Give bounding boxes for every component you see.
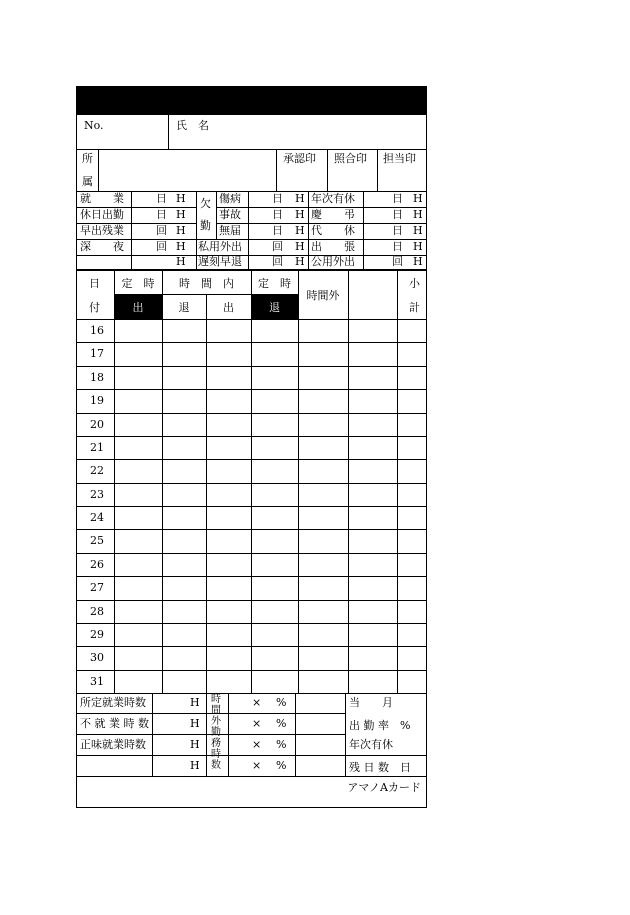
late-early-label: 遅刻早退 (198, 255, 242, 268)
footer-mult-4: × (252, 759, 262, 772)
attendance-rate-label: 出 勤 率 % (349, 719, 411, 732)
absence-group-bottom: 勤 (200, 219, 211, 232)
official-outing-unit: 回 (392, 255, 403, 268)
footer-unit-3: H (190, 738, 200, 751)
overtime-early-unit: 回 (156, 224, 167, 237)
non-working-hours-label: 不 就 業 時 数 (80, 717, 149, 730)
day-number: 25 (90, 534, 104, 547)
annual-leave-hours-unit: H (413, 192, 423, 205)
brand-label: アマノAカード (347, 781, 421, 794)
verification-stamp-label: 照合印 (334, 152, 367, 165)
comp-leave-label: 代 休 (311, 224, 355, 237)
annual-leave-unit: 日 (392, 192, 403, 205)
footer-mult-1: × (252, 696, 262, 709)
private-outing-unit: 回 (272, 240, 283, 253)
unreported-label: 無届 (219, 224, 241, 237)
unreported-unit: 日 (272, 224, 283, 237)
official-outing-label: 公用外出 (311, 255, 355, 268)
unreported-hours-unit: H (295, 224, 305, 237)
comp-leave-unit: 日 (392, 224, 403, 237)
accident-label: 事故 (219, 208, 241, 221)
annual-leave-footer-label: 年次有休 (349, 738, 393, 751)
affiliation-label-bottom: 属 (82, 175, 93, 188)
late-early-unit: 回 (272, 255, 283, 268)
day-number: 28 (90, 605, 104, 618)
holiday-work-hours-unit: H (176, 208, 186, 221)
footer-mult-2: × (252, 717, 262, 730)
overtime-vertical-char: 外 (211, 716, 221, 727)
footer-unit-1: H (190, 696, 200, 709)
accident-unit: 日 (272, 208, 283, 221)
late-night-unit: 回 (156, 240, 167, 253)
day-number: 16 (90, 324, 104, 337)
overtime-vertical-char: 間 (211, 705, 221, 716)
bereavement-unit: 日 (392, 208, 403, 221)
blank-row-hours-unit: H (176, 255, 186, 268)
footer-pct-1: % (276, 696, 287, 709)
day-number: 31 (90, 675, 104, 688)
day-number: 23 (90, 488, 104, 501)
subtotal-header-top: 小 (409, 277, 420, 290)
overtime-vertical-char: 勤 (211, 727, 221, 738)
day-header-top: 日 (89, 277, 100, 290)
day-number: 29 (90, 628, 104, 641)
affiliation-label-top: 所 (82, 152, 93, 165)
day-number: 24 (90, 511, 104, 524)
business-trip-label: 出 張 (311, 240, 355, 253)
absence-group-top: 欠 (200, 197, 211, 210)
work-hours-unit: H (176, 192, 186, 205)
day-number: 20 (90, 418, 104, 431)
teiji-header-2: 定 時 (258, 277, 291, 290)
day-number: 21 (90, 441, 104, 454)
bereavement-label: 慶 弔 (311, 208, 355, 221)
footer-pct-3: % (276, 738, 287, 751)
footer-pct-2: % (276, 717, 287, 730)
private-outing-label: 私用外出 (198, 240, 242, 253)
late-night-hours-unit: H (176, 240, 186, 253)
col-out-1: 退 (178, 301, 190, 314)
col-out-2: 退 (269, 301, 280, 314)
day-number: 19 (90, 394, 104, 407)
work-days-label: 就 業 (80, 192, 124, 205)
day-number: 26 (90, 558, 104, 571)
day-header-bottom: 付 (89, 301, 100, 314)
subtotal-header-bottom: 計 (409, 301, 420, 314)
bereavement-hours-unit: H (413, 208, 423, 221)
overtime-vertical-char: 数 (211, 760, 221, 771)
overtime-vertical-char: 時 (211, 694, 221, 705)
footer-unit-4: H (190, 759, 200, 772)
time-card (76, 86, 427, 808)
teiji-header-1: 定 時 (121, 277, 155, 290)
day-number: 17 (90, 347, 104, 360)
day-number: 18 (90, 371, 104, 384)
scheduled-hours-label: 所定就業時数 (80, 696, 146, 709)
net-working-hours-label: 正味就業時数 (80, 738, 146, 751)
sickness-label: 傷病 (219, 192, 241, 205)
col-in-1: 出 (132, 301, 144, 314)
in-time-header: 時 間 内 (179, 277, 234, 290)
official-outing-hours-unit: H (413, 255, 423, 268)
overtime-early-hours-unit: H (176, 224, 186, 237)
footer-mult-3: × (252, 738, 262, 751)
holiday-work-unit: 日 (156, 208, 167, 221)
work-days-unit: 日 (156, 192, 167, 205)
business-trip-unit: 日 (392, 240, 403, 253)
day-number: 27 (90, 581, 104, 594)
name-label: 氏 名 (176, 119, 209, 132)
current-month-label: 当 月 (349, 696, 393, 709)
annual-leave-label: 年次有休 (311, 192, 355, 205)
footer-unit-2: H (190, 717, 200, 730)
col-in-2: 出 (223, 301, 234, 314)
overtime-vertical-char: 務 (211, 738, 221, 749)
comp-leave-hours-unit: H (413, 224, 423, 237)
remaining-days-label: 残 日 数 日 (349, 761, 411, 774)
day-number: 22 (90, 464, 104, 477)
business-trip-hours-unit: H (413, 240, 423, 253)
no-label: No. (84, 119, 104, 132)
private-outing-hours-unit: H (295, 240, 305, 253)
overtime-vertical-char: 時 (211, 749, 221, 760)
footer-pct-4: % (276, 759, 287, 772)
overtime-header: 時間外 (306, 289, 340, 302)
overtime-early-label: 早出残業 (80, 224, 124, 237)
holiday-work-label: 休日出勤 (80, 208, 124, 221)
sickness-hours-unit: H (295, 192, 305, 205)
day-number: 30 (90, 651, 104, 664)
late-night-label: 深 夜 (80, 240, 124, 253)
late-early-hours-unit: H (295, 255, 305, 268)
accident-hours-unit: H (295, 208, 305, 221)
manager-stamp-label: 担当印 (383, 152, 416, 165)
sickness-unit: 日 (272, 192, 283, 205)
approval-stamp-label: 承認印 (283, 152, 316, 165)
